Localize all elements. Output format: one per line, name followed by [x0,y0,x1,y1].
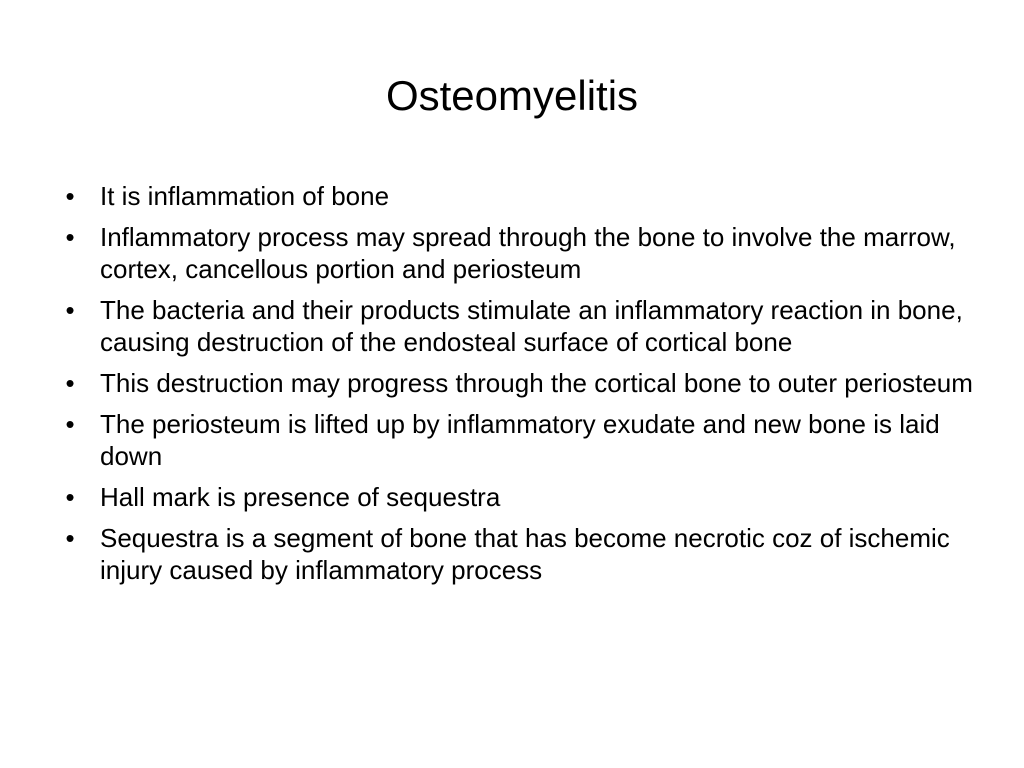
bullet-icon: • [65,222,75,252]
bullet-item [60,367,980,399]
bullet-icon: • [65,368,75,398]
bullet-item [60,294,980,358]
bullet-icon: • [65,181,75,211]
bullet-text: Sequestra is a segment of bone that has become necrotic coz of ischemic injury caused by inflammatory process [100,523,950,585]
bullet-text: Inflammatory process may spread through the bone to involve the marrow, cortex, cancellous portion and periosteum [100,222,956,284]
bullet-icon: • [65,295,75,325]
bullet-icon: • [65,523,75,553]
bullet-text: This destruction may progress through the cortical bone to outer periosteum [100,368,973,398]
bullet-item [60,221,980,285]
bullet-text: Hall mark is presence of sequestra [100,482,501,512]
bullet-icon: • [65,482,75,512]
bullet-icon: • [65,409,75,439]
bullet-text: The periosteum is lifted up by inflammatory exudate and new bone is laid down [100,409,940,471]
slide-title: Osteomyelitis [385,72,639,119]
bullet-item [60,481,980,513]
bullet-item [60,180,980,212]
bullet-text: It is inflammation of bone [100,181,390,211]
bullet-item [60,522,980,586]
bullet-item [60,408,980,472]
bullet-text: The bacteria and their products stimulate an inflammatory reaction in bone, causing destruction of the endosteal surface of cortical bone [100,295,963,357]
bullet-list [60,180,980,595]
